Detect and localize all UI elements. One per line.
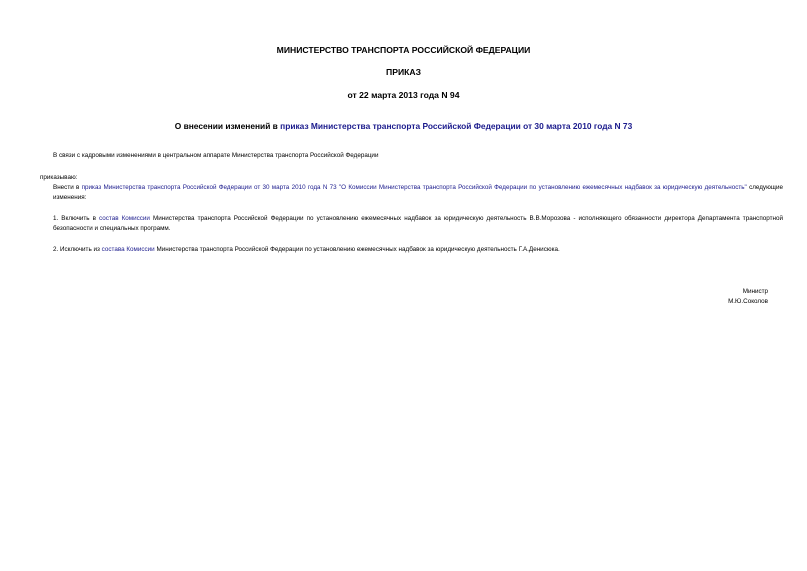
document-date-number: от 22 марта 2013 года N 94 — [347, 90, 460, 100]
amend-order-link[interactable]: приказ Министерства транспорта Российской Федерации от 30 марта 2010 года N 73 "О Комиссии Министерства транспорта Российской Федерации по установлению ежемесячных надбавок за юридическую деятельность" — [81, 184, 747, 191]
item-2-prefix: 2. Исключить из — [53, 246, 102, 253]
item-2-suffix: Министерства транспорта Российской Федерации по установлению ежемесячных надбавок за юридическую деятельность Г.А.Денисюка. — [154, 246, 560, 253]
intro-paragraph: В связи с кадровыми изменениями в центральном аппарате Министерства транспорта Российской Федерации — [53, 152, 379, 159]
item-2-paragraph — [40, 245, 783, 255]
subject-order-link[interactable]: приказ Министерства транспорта Российской Федерации от 30 марта 2010 года N 73 — [280, 121, 633, 131]
amend-suffix: следующие изменения: — [53, 184, 784, 201]
item-1-prefix: 1. Включить в — [53, 215, 100, 222]
signatory-title: Министр — [742, 288, 768, 295]
item-1-commission-link[interactable]: состав Комиссии — [99, 215, 150, 222]
orders-paragraph: приказываю: — [40, 174, 78, 181]
item-2-commission-link[interactable]: состава Комиссии — [101, 246, 155, 253]
ministry-title: МИНИСТЕРСТВО ТРАНСПОРТА РОССИЙСКОЙ ФЕДЕРАЦИИ — [276, 45, 531, 55]
document-type: ПРИКАЗ — [386, 67, 421, 77]
amend-prefix: Внести в — [53, 184, 82, 191]
item-1-paragraph — [40, 214, 783, 234]
item-1-suffix: Министерства транспорта Российской Федерации по установлению ежемесячных надбавок за юридическую деятельность В.В.Морозова - исполняющего обязанности директора Департамента транспортной безопасности и специальных программ. — [53, 215, 783, 232]
subject-prefix: О внесении изменений в — [174, 121, 281, 131]
document-subject — [0, 121, 807, 132]
signatory-name: М.Ю.Соколов — [728, 298, 768, 305]
amend-paragraph — [40, 183, 783, 203]
